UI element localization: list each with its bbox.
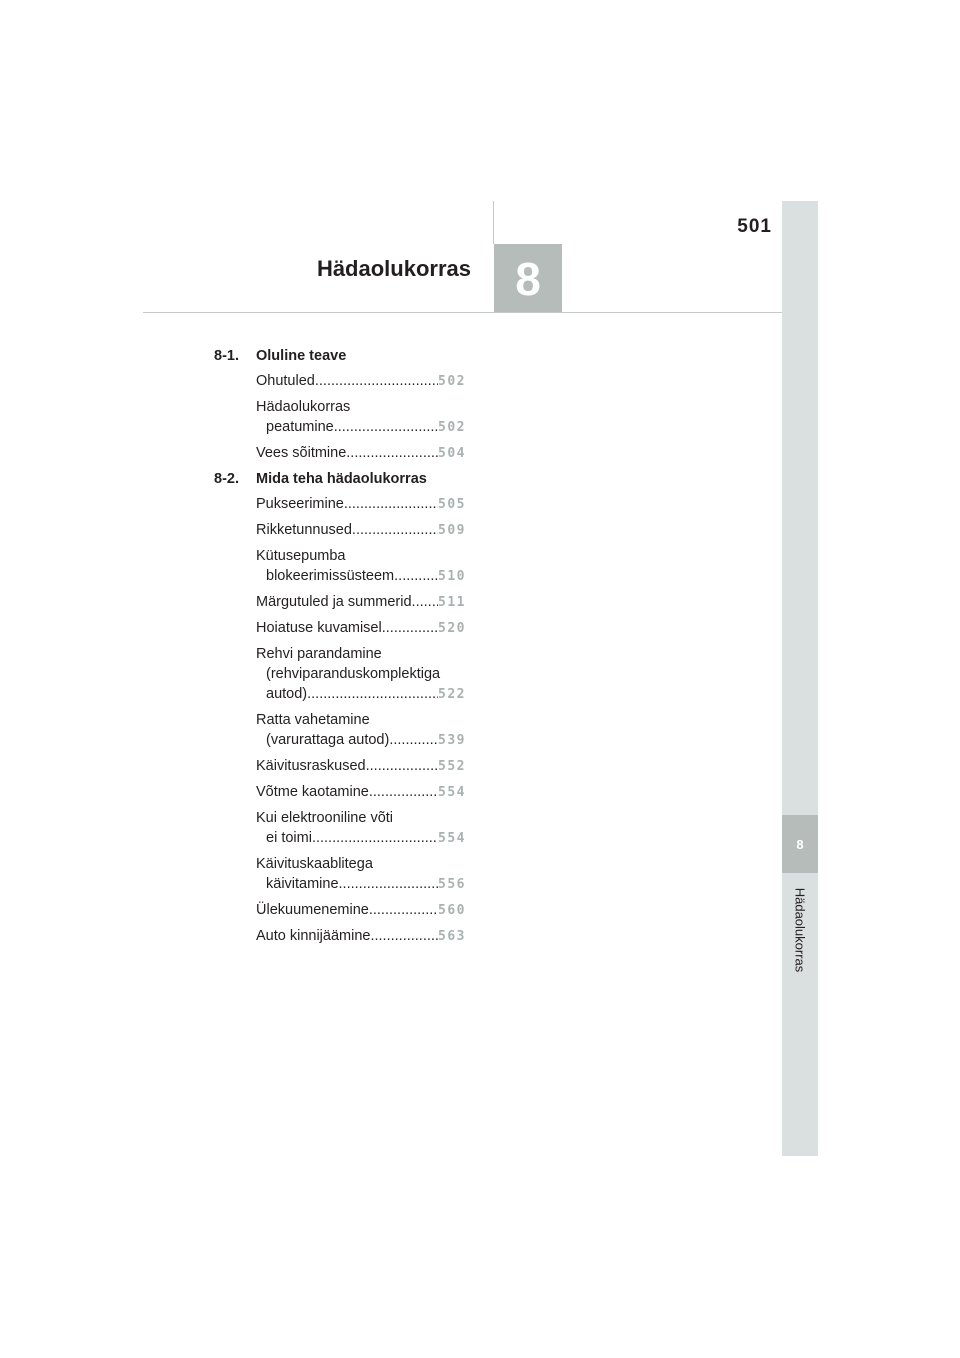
toc-entry-row[interactable] [256, 592, 466, 613]
toc-entry-label: Märgutuled ja summerid [256, 594, 412, 610]
side-tab-number[interactable]: 8 [782, 815, 818, 873]
toc-page-number[interactable]: 556 [438, 877, 466, 892]
toc-entry[interactable] [256, 756, 466, 777]
toc-leader-dots [312, 828, 438, 848]
toc-entry-label: Kütusepumba [256, 548, 346, 564]
toc-entry[interactable] [256, 546, 466, 587]
toc-entry[interactable] [256, 520, 466, 541]
toc-entry-row[interactable] [256, 782, 466, 803]
side-thumb-tab [782, 201, 818, 1156]
toc-entry-row[interactable] [256, 874, 466, 895]
toc-entry-label: Rehvi parandamine [256, 646, 382, 662]
toc-page-number[interactable]: 502 [438, 374, 466, 389]
side-tab-label: Hädaolukorras [792, 887, 808, 973]
toc-leader-dots [346, 443, 438, 463]
toc-entry[interactable] [256, 782, 466, 803]
header-divider-vertical [493, 201, 494, 244]
toc-page-number[interactable]: 522 [438, 687, 466, 702]
toc-section-number: 8-2. [214, 471, 239, 487]
toc-section-heading [214, 346, 466, 366]
toc-leader-dots [307, 684, 438, 704]
toc-entry-row[interactable] [256, 828, 466, 849]
toc-entry-label: Käivituskaablitega [256, 856, 373, 872]
toc-entry[interactable] [256, 618, 466, 639]
toc-entry-row[interactable] [256, 926, 466, 947]
toc-entry[interactable] [256, 592, 466, 613]
toc-entry[interactable] [256, 710, 466, 751]
toc-entry-label: blokeerimissüsteem [266, 568, 395, 584]
toc-entry-row[interactable] [256, 730, 466, 751]
toc-leader-dots [394, 566, 438, 586]
page-number: 501 [737, 216, 772, 237]
toc-leader-dots [389, 730, 438, 750]
toc-entry-row[interactable] [256, 684, 466, 705]
toc-leader-dots [369, 900, 438, 920]
toc-entry-label: Hädaolukorras [256, 399, 351, 415]
toc-entry-label: käivitamine [266, 876, 339, 892]
toc-entry[interactable] [256, 926, 466, 947]
toc-entry-row[interactable] [256, 900, 466, 921]
toc-entry-label: Ohutuled [256, 373, 315, 389]
toc-entry-row[interactable] [256, 371, 466, 392]
toc-leader-dots [339, 874, 438, 894]
toc-page-number[interactable]: 552 [438, 759, 466, 774]
toc-entry-label: (rehviparanduskomplektiga [266, 666, 441, 682]
toc-entry[interactable] [256, 397, 466, 438]
toc-leader-dots [369, 782, 438, 802]
toc-entry-label: Võtme kaotamine [256, 784, 369, 800]
toc-page-number[interactable]: 539 [438, 733, 466, 748]
toc-entry-label: Ülekuumenemine [256, 902, 369, 918]
toc-entry-label: autod) [266, 686, 308, 702]
toc-section-title: Oluline teave [256, 348, 347, 364]
toc-entry-label: Auto kinnijäämine [256, 928, 371, 944]
toc-leader-dots [412, 592, 438, 612]
header-divider-horizontal [143, 312, 783, 313]
chapter-number-box: 8 [494, 244, 562, 312]
toc-entry-row[interactable] [256, 443, 466, 464]
toc-leader-dots [352, 520, 438, 540]
chapter-title: Hädaolukorras [316, 256, 471, 281]
toc-entry[interactable] [256, 854, 466, 895]
toc-page-number[interactable]: 502 [438, 420, 466, 435]
toc-entry-label: Ratta vahetamine [256, 712, 370, 728]
toc-leader-dots [315, 371, 438, 391]
toc-entry-row[interactable] [256, 494, 466, 515]
toc-entry[interactable] [256, 494, 466, 515]
toc-entry-label: Käivitusraskused [256, 758, 366, 774]
toc-page-number[interactable]: 563 [438, 929, 466, 944]
toc-entry-label: Hoiatuse kuvamisel [256, 620, 382, 636]
toc-leader-dots [334, 417, 438, 437]
toc-page-number[interactable]: 504 [438, 446, 466, 461]
toc-entry-row[interactable] [256, 417, 466, 438]
toc-entry[interactable] [256, 808, 466, 849]
toc-page-number[interactable]: 554 [438, 831, 466, 846]
toc-entry-label: Pukseerimine [256, 496, 344, 512]
toc-entry[interactable] [256, 443, 466, 464]
toc-leader-dots [366, 756, 438, 776]
toc-entry-label: peatumine [266, 419, 334, 435]
toc-entry[interactable] [256, 644, 466, 705]
toc-entry-label: Vees sõitmine [256, 445, 347, 461]
toc-leader-dots [382, 618, 438, 638]
toc-entry-row[interactable] [256, 618, 466, 639]
toc-leader-dots [370, 926, 438, 946]
toc-page-number[interactable]: 505 [438, 497, 466, 512]
toc-page-number[interactable]: 509 [438, 523, 466, 538]
toc-entry-row[interactable] [256, 566, 466, 587]
table-of-contents [214, 346, 466, 952]
toc-page-number[interactable]: 560 [438, 903, 466, 918]
toc-page-number[interactable]: 520 [438, 621, 466, 636]
toc-section-heading [214, 469, 466, 489]
toc-entry[interactable] [256, 371, 466, 392]
toc-page-number[interactable]: 511 [438, 595, 466, 610]
toc-page-number[interactable]: 554 [438, 785, 466, 800]
toc-entry-label: (varurattaga autod) [266, 732, 390, 748]
toc-entry-label: Kui elektrooniline võti [256, 810, 394, 826]
toc-entry-label: ei toimi [266, 830, 312, 846]
toc-entry-row[interactable] [256, 520, 466, 541]
toc-entry-row[interactable] [256, 756, 466, 777]
toc-entry[interactable] [256, 900, 466, 921]
toc-section-number: 8-1. [214, 348, 239, 364]
toc-section-title: Mida teha hädaolukorras [256, 471, 427, 487]
toc-entry-label: Rikketunnused [256, 522, 352, 538]
toc-page-number[interactable]: 510 [438, 569, 466, 584]
toc-leader-dots [344, 494, 438, 514]
